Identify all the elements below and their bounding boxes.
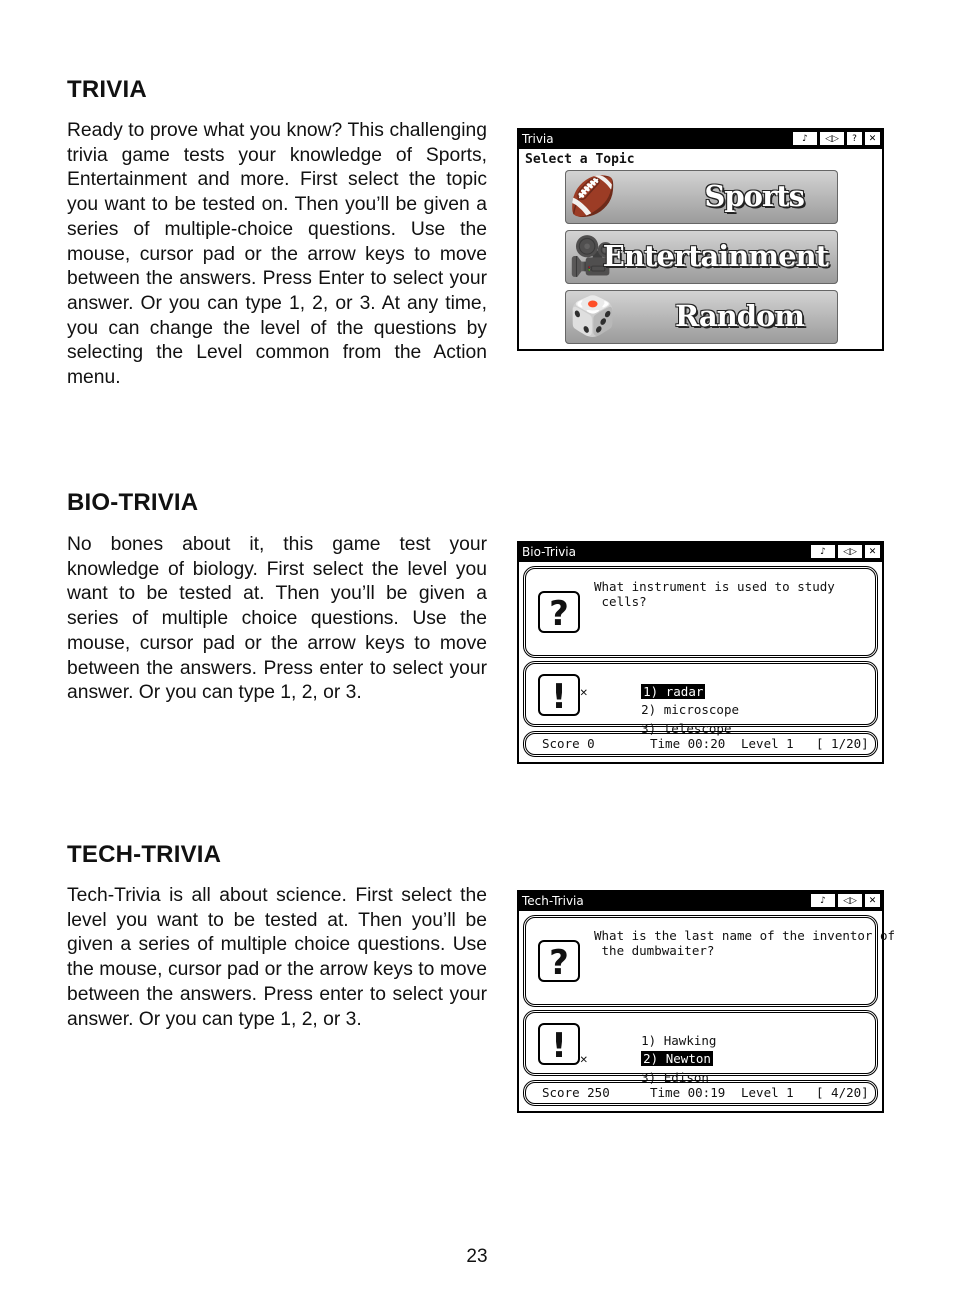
topic-label: Random — [675, 299, 804, 333]
tech-titlebar — [519, 892, 882, 911]
answer-panel — [523, 1010, 878, 1085]
answer-number: 2) — [641, 702, 657, 717]
page-number: 23 — [466, 1246, 488, 1267]
music-icon[interactable]: ♪ — [793, 132, 817, 145]
answer-panel — [523, 661, 878, 736]
tech-trivia-screenshot — [517, 890, 896, 1113]
bio-titlebar — [519, 543, 882, 562]
football-icon: 🏈 — [569, 176, 617, 218]
trivia-description: Ready to prove what you know? This challenging trivia game tests your knowledge of Sports, Entertainment and more. First select the topic you want to be tested on. Then you’ll be given a series of multiple-choice questions. Use the mouse, cursor pad or the arrow keys to move between the answers. Press Enter to select your answer. Or you can type 1, 2, or 3. At any time, you can change the level of the questions by selecting the Level common from the Action menu. — [67, 120, 487, 389]
bio-window-title: Bio-Trivia — [522, 545, 576, 559]
close-icon[interactable]: ✕ — [865, 894, 880, 907]
question-mark-icon: ? — [538, 591, 580, 633]
answer-text: Newton — [665, 1051, 711, 1066]
help-icon[interactable]: ? — [847, 132, 862, 145]
dice-icon: 🎲 — [569, 296, 617, 338]
music-icon[interactable]: ♪ — [811, 894, 835, 907]
score-readout: Score 0 — [542, 736, 595, 751]
answer-text: radar — [665, 684, 704, 699]
tech-trivia-description: Tech-Trivia is all about science. First select the level you want to be tested at. Then you’ll be given a series of multiple choice questions. Use the mouse, cursor pad or the arrow keys to move between the answers. Press enter to select your answer. Or you can type 1, 2, or 3. — [67, 885, 487, 1030]
answer-text: telescope — [663, 721, 732, 736]
question-panel — [523, 566, 878, 658]
cursor-x-icon: ✕ — [580, 1051, 588, 1066]
question-mark-icon: ? — [538, 940, 580, 982]
question-text: What instrument is used to study cells? — [594, 579, 835, 609]
trivia-heading: TRIVIA — [67, 76, 147, 103]
answer-number: 3) — [641, 721, 657, 736]
trivia-window-title: Trivia — [522, 132, 554, 146]
answer-number: 3) — [641, 1070, 657, 1085]
exclamation-icon: ! — [538, 674, 580, 716]
level-readout: Level 1 — [741, 1085, 794, 1100]
answer-number: 1) — [643, 684, 659, 699]
question-text: What is the last name of the inventor of the dumbwaiter? — [594, 928, 896, 958]
tech-trivia-heading: TECH-TRIVIA — [67, 841, 222, 868]
movie-camera-icon: 🎥 — [569, 236, 617, 278]
progress-readout: [ 4/20] — [816, 1085, 869, 1100]
close-icon[interactable]: ✕ — [865, 132, 880, 145]
bio-trivia-description: No bones about it, this game test your knowledge of biology. First select the level you want to be tested at. Then you’ll be given a series of multiple choice questions. Use the mouse, cursor pad or the arrow keys to move between the answers. Press enter to select your answer. Or you can type 1, 2, or 3. — [67, 534, 487, 704]
trivia-titlebar — [519, 130, 882, 149]
sound-icon[interactable]: ◁▷ — [838, 545, 862, 558]
tech-window-title: Tech-Trivia — [522, 894, 584, 908]
topic-label: Sports — [704, 179, 804, 213]
status-bar — [523, 731, 878, 757]
trivia-screenshot — [517, 128, 884, 351]
level-readout: Level 1 — [741, 736, 794, 751]
question-panel — [523, 915, 896, 1007]
topic-random-button[interactable] — [565, 290, 838, 344]
close-icon[interactable]: ✕ — [865, 545, 880, 558]
topic-entertainment-button[interactable] — [565, 230, 838, 284]
progress-readout: [ 1/20] — [816, 736, 869, 751]
select-topic-label: Select a Topic — [525, 152, 635, 167]
answer-number: 1) — [641, 1033, 657, 1048]
cursor-x-icon: ✕ — [580, 684, 588, 699]
sound-icon[interactable]: ◁▷ — [820, 132, 844, 145]
sound-icon[interactable]: ◁▷ — [838, 894, 862, 907]
score-readout: Score 250 — [542, 1085, 610, 1100]
topic-sports-button[interactable] — [565, 170, 838, 224]
answer-number: 2) — [643, 1051, 659, 1066]
answer-text: Hawking — [663, 1033, 717, 1048]
bio-trivia-heading: BIO-TRIVIA — [67, 489, 199, 516]
music-icon[interactable]: ♪ — [811, 545, 835, 558]
time-readout: Time 00:19 — [650, 1085, 726, 1100]
bio-trivia-screenshot — [517, 541, 884, 764]
answer-text: microscope — [663, 702, 740, 717]
answer-text: Edison — [663, 1070, 709, 1085]
exclamation-icon: ! — [538, 1023, 580, 1065]
status-bar — [523, 1080, 878, 1106]
time-readout: Time 00:20 — [650, 736, 726, 751]
topic-label: Entertainment — [602, 239, 828, 273]
